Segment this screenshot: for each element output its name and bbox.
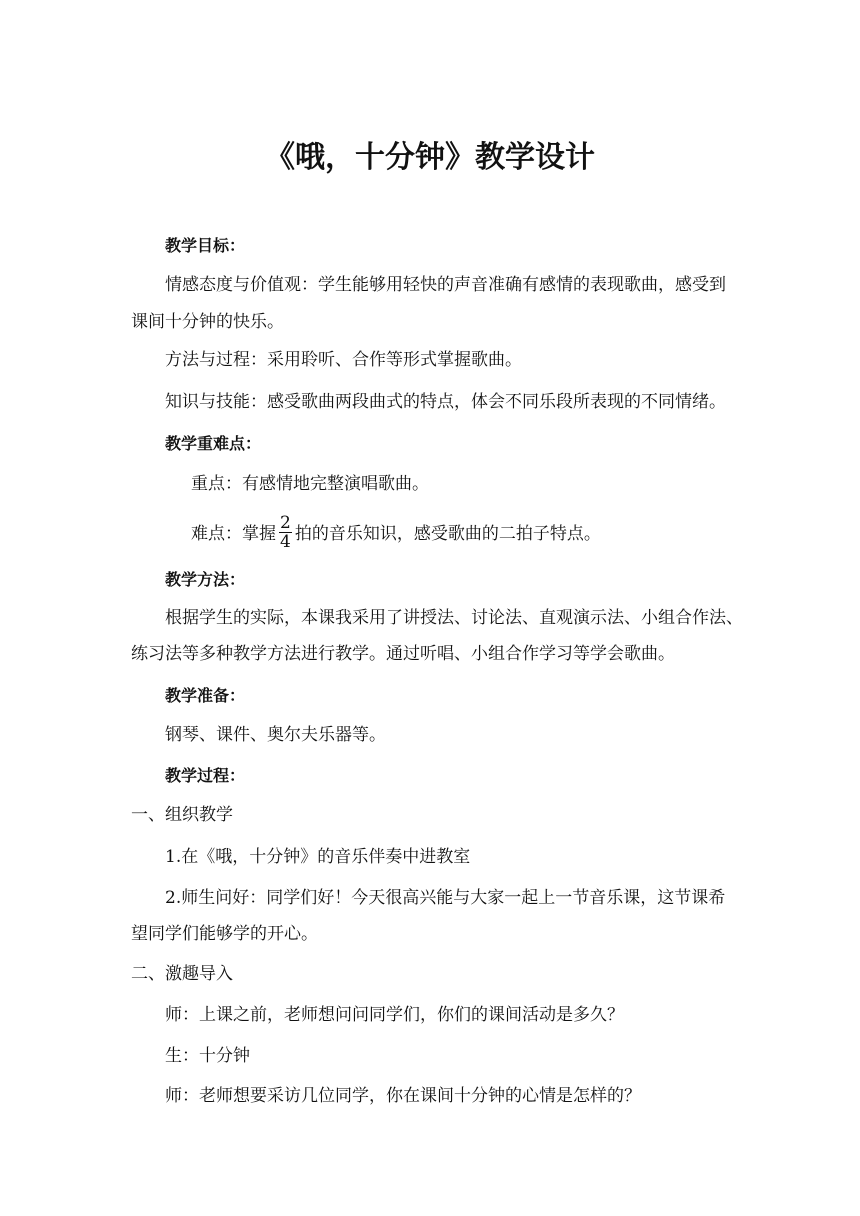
prep-text: 钢琴、课件、奥尔夫乐器等。: [165, 725, 386, 745]
goal-skill: 知识与技能：感受歌曲两段曲式的特点，体会不同乐段所表现的不同情绪。: [165, 392, 726, 412]
dialogue-teacher-2: 师：老师想要采访几位同学，你在课间十分钟的心情是怎样的？: [165, 1086, 641, 1106]
document-title: 《哦，十分钟》教学设计: [265, 140, 595, 175]
section-organize: 一、组织教学: [131, 805, 233, 825]
heading-methods: 教学方法：: [165, 570, 246, 589]
difficulty-suffix: 拍的音乐知识，感受歌曲的二拍子特点。: [294, 524, 601, 544]
heading-key-points: 教学重难点：: [165, 434, 262, 453]
dialogue-student-1: 生：十分钟: [165, 1046, 250, 1066]
time-signature: [279, 514, 292, 551]
key-point-difficulty: [191, 513, 601, 553]
heading-prep: 教学准备：: [165, 686, 246, 705]
goal-emotion-line2: 课间十分钟的快乐。: [131, 312, 284, 332]
methods-line1: 根据学生的实际，本课我采用了讲授法、讨论法、直观演示法、小组合作法、: [165, 608, 743, 628]
heading-goals: 教学目标：: [165, 236, 246, 255]
key-point-focus: 重点：有感情地完整演唱歌曲。: [191, 474, 429, 494]
process-step1: 1.在《哦，十分钟》的音乐伴奏中进教室: [165, 847, 471, 867]
section-intro: 二、激趣导入: [131, 964, 233, 984]
heading-process: 教学过程：: [165, 766, 246, 785]
methods-line2: 练习法等多种教学方法进行教学。通过听唱、小组合作学习等学会歌曲。: [131, 644, 675, 664]
dialogue-teacher-1: 师：上课之前，老师想问问同学们，你们的课间活动是多久？: [165, 1005, 624, 1025]
process-step2-line1: 2.师生问好：同学们好！今天很高兴能与大家一起上一节音乐课，这节课希: [165, 888, 726, 908]
process-step2-line2: 望同学们能够学的开心。: [131, 924, 318, 944]
goal-method: 方法与过程：采用聆听、合作等形式掌握歌曲。: [165, 350, 522, 370]
time-signature-bottom: 4: [280, 532, 291, 552]
difficulty-prefix: 难点：掌握: [191, 524, 276, 544]
time-signature-top: 2: [280, 513, 291, 533]
goal-emotion-line1: 情感态度与价值观：学生能够用轻快的声音准确有感情的表现歌曲，感受到: [165, 275, 726, 295]
